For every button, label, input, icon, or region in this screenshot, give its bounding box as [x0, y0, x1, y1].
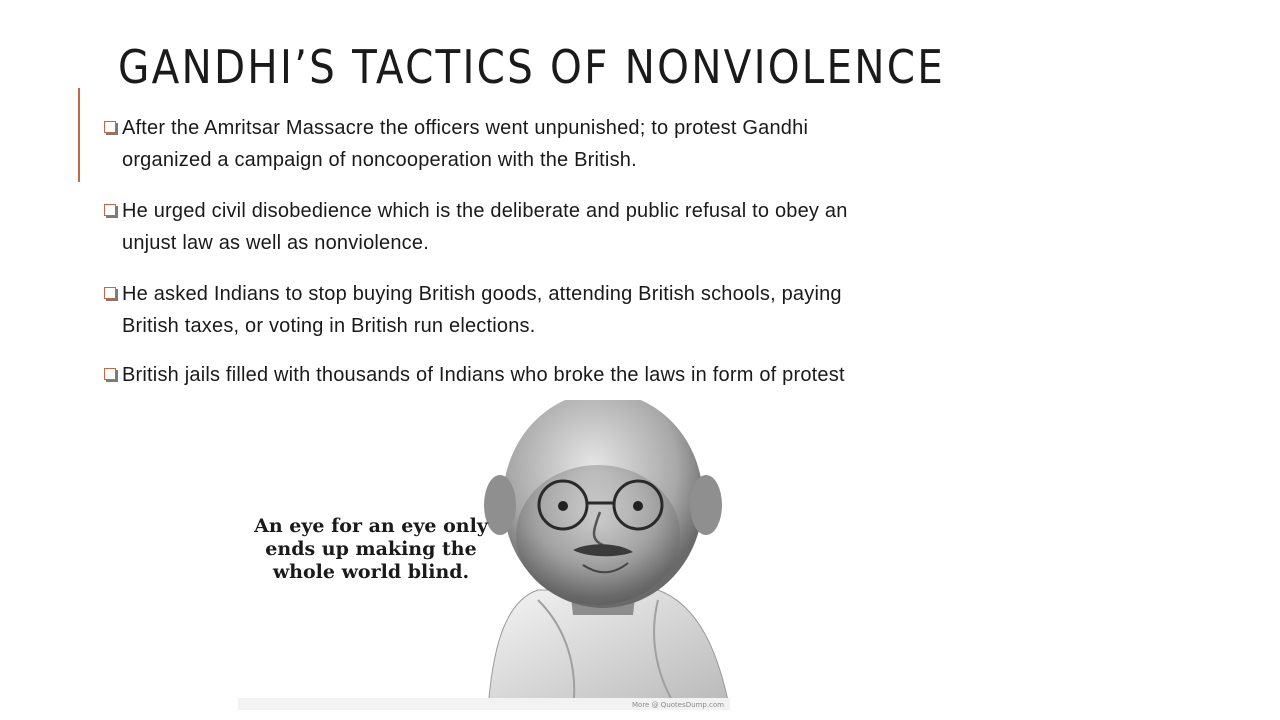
slide-title: GANDHI’S TACTICS OF NONVIOLENCE: [118, 40, 946, 94]
square-bullet-icon: [104, 121, 116, 133]
accent-line: [78, 88, 80, 182]
bullet-item: [104, 195, 1104, 259]
quote-line: ends up making the: [265, 538, 477, 560]
quote-line: whole world blind.: [272, 561, 470, 583]
bullet-item: [104, 359, 1104, 391]
bullet-list: [104, 112, 1104, 406]
bullet-text-line: He asked Indians to stop buying British goods, attending British schools, paying: [122, 283, 842, 305]
square-bullet-icon: [104, 204, 116, 216]
square-bullet-icon: [104, 368, 116, 380]
bullet-item: [104, 112, 1104, 176]
bullet-text-line: unjust law as well as nonviolence.: [122, 232, 429, 254]
gandhi-quote-image: [238, 400, 730, 710]
bullet-text-line: organized a campaign of noncooperation with the British.: [122, 149, 637, 171]
bullet-text-line: After the Amritsar Massacre the officers went unpunished; to protest Gandhi: [122, 117, 809, 139]
square-bullet-icon: [104, 287, 116, 299]
quote-text: [254, 515, 488, 584]
bullet-text-line: He urged civil disobedience which is the deliberate and public refusal to obey an: [122, 200, 848, 222]
bullet-text-line: British taxes, or voting in British run elections.: [122, 315, 536, 337]
bullet-item: [104, 278, 1104, 342]
quote-line: An eye for an eye only: [254, 515, 488, 537]
bullet-text-line: British jails filled with thousands of Indians who broke the laws in form of protest: [122, 364, 845, 386]
watermark: More @ QuotesDump.com: [632, 701, 724, 709]
